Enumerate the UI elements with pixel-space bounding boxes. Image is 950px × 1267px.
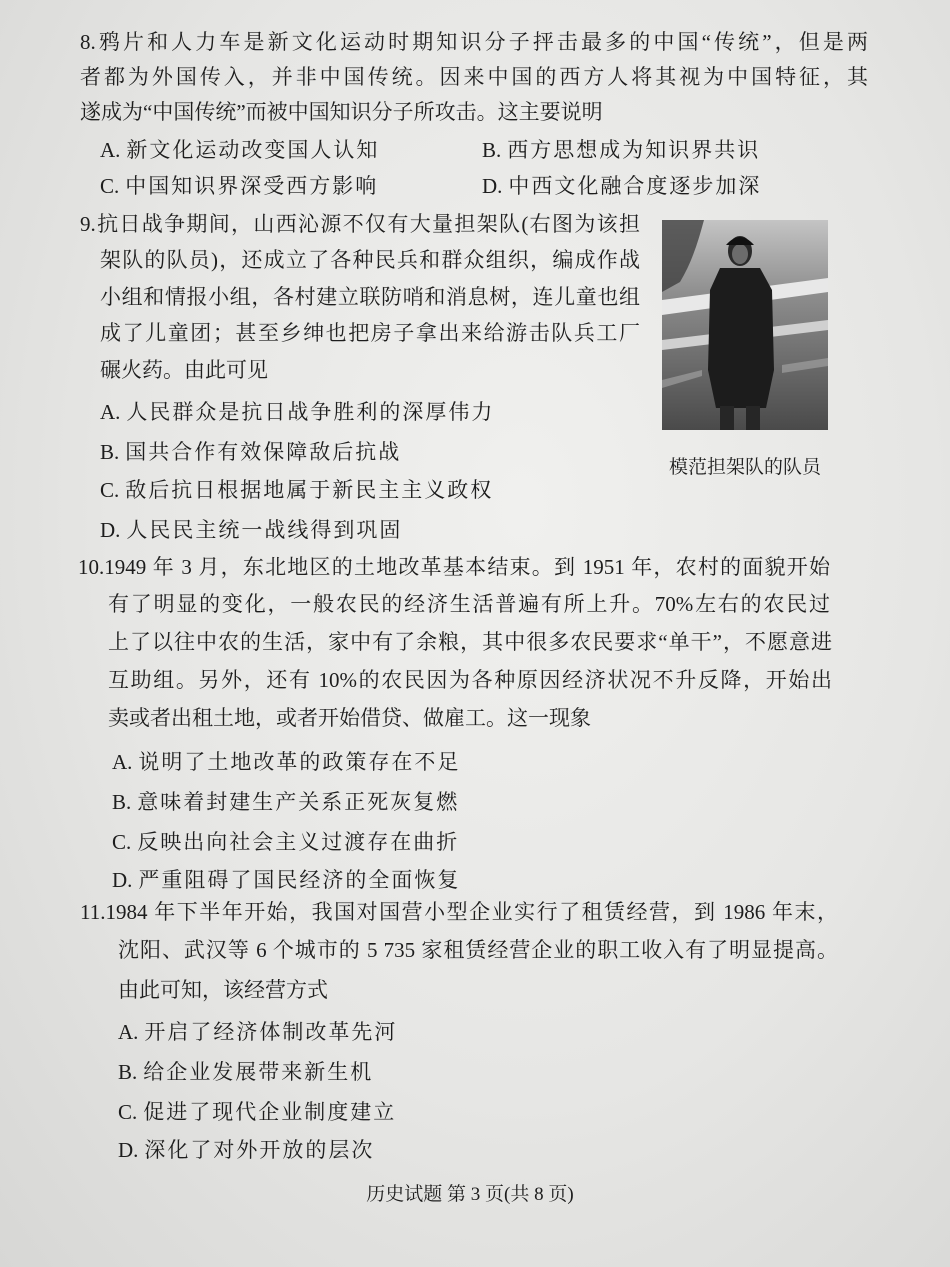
option-label: C. — [100, 478, 120, 502]
question-8-stem-line-3: 遂成为“中国传统”而被中国知识分子所攻击。这主要说明 — [80, 100, 603, 124]
option-label: A. — [100, 138, 121, 162]
question-9-option-d — [100, 515, 402, 545]
option-label: A. — [112, 750, 133, 774]
question-10-stem-line-3: 上了以往中农的生活，家中有了余粮，其中很多农民要求“单干”，不愿意进 — [108, 630, 832, 654]
option-label: A. — [100, 400, 121, 424]
page-footer: 历史试题 第 3 页(共 8 页) — [366, 1184, 574, 1205]
question-11-option-b — [118, 1057, 373, 1087]
question-10-stem-text: 1949 年 3 月，东北地区的土地改革基本结束。到 1951 年，农村的面貌开始 — [104, 555, 830, 579]
question-8-stem-line-2: 者都为外国传入，并非中国传统。因来中国的西方人将其视为中国特征，其 — [80, 65, 868, 89]
question-9-stem-text: 抗日战争期间，山西沁源不仅有大量担架队(右图为该担 — [95, 212, 640, 236]
option-label: D. — [112, 868, 133, 892]
question-10-option-d — [112, 865, 460, 895]
question-10-stem-line-4: 互助组。另外，还有 10%的农民因为各种原因经济状况不升反降，开始出 — [108, 668, 832, 692]
question-8-option-c — [100, 171, 378, 201]
photo-figure-left-leg — [720, 406, 734, 430]
option-label: C. — [112, 830, 132, 854]
question-10-option-a — [112, 747, 460, 777]
question-8-option-a — [100, 135, 379, 165]
option-label: D. — [100, 518, 121, 542]
question-11-stem-line-3: 由此可知，该经营方式 — [118, 978, 328, 1002]
question-9-stem-line-1 — [80, 209, 640, 239]
option-text: 促进了现代企业制度建立 — [143, 1100, 397, 1124]
option-text: 中国知识界深受西方影响 — [125, 174, 379, 198]
option-label: B. — [118, 1060, 138, 1084]
question-9-option-c — [100, 475, 493, 505]
question-11-number: 11. — [80, 900, 106, 924]
option-label: D. — [482, 174, 503, 198]
question-8-option-d — [482, 171, 761, 201]
option-text: 反映出向社会主义过渡存在曲折 — [137, 830, 460, 854]
option-label: C. — [100, 174, 120, 198]
photo-figure-coat — [708, 268, 774, 408]
question-9-number: 9. — [80, 212, 96, 236]
question-8-stem-text: 鸦片和人力车是新文化运动时期知识分子抨击最多的中国“传统”，但是两 — [95, 30, 868, 54]
question-11-stem-text: 1984 年下半年开始，我国对国营小型企业实行了租赁经营，到 1986 年末， — [105, 900, 838, 924]
question-9-option-b — [100, 437, 401, 467]
question-10-option-b — [112, 787, 459, 817]
question-10-number: 10. — [78, 555, 105, 579]
option-label: C. — [118, 1100, 138, 1124]
photo-illustration — [662, 220, 828, 430]
question-8-option-b — [482, 135, 760, 165]
question-11-option-a — [118, 1017, 397, 1047]
option-text: 给企业发展带来新生机 — [143, 1060, 374, 1084]
option-text: 敌后抗日根据地属于新民主主义政权 — [125, 478, 494, 502]
question-11-stem-line-2: 沈阳、武汉等 6 个城市的 5 735 家租赁经营企业的职工收入有了明显提高。 — [118, 938, 838, 962]
question-11-option-d — [118, 1135, 374, 1165]
option-text: 国共合作有效保障敌后抗战 — [125, 440, 402, 464]
option-text: 开启了经济体制改革先河 — [144, 1020, 398, 1044]
option-text: 人民民主统一战线得到巩固 — [126, 518, 403, 542]
option-label: B. — [112, 790, 132, 814]
question-10-stem-line-5: 卖或者出租土地，或者开始借贷、做雇工。这一现象 — [108, 706, 591, 730]
option-text: 人民群众是抗日战争胜利的深厚伟力 — [126, 400, 495, 424]
option-label: B. — [482, 138, 502, 162]
option-text: 说明了土地改革的政策存在不足 — [138, 750, 461, 774]
option-label: B. — [100, 440, 120, 464]
stretcher-team-member-photo — [662, 220, 828, 430]
question-10-stem-line-2: 有了明显的变化，一般农民的经济生活普遍有所上升。70%左右的农民过 — [108, 592, 830, 616]
option-label: D. — [118, 1138, 139, 1162]
photo-caption: 模范担架队的队员 — [668, 457, 821, 478]
photo-figure-right-leg — [746, 406, 760, 430]
question-9-option-a — [100, 397, 494, 427]
question-10-option-c — [112, 827, 459, 857]
question-9-stem-line-4: 成了儿童团；甚至乡绅也把房子拿出来给游击队兵工厂 — [100, 321, 640, 345]
option-text: 中西文化融合度逐步加深 — [508, 174, 762, 198]
option-text: 意味着封建生产关系正死灰复燃 — [137, 790, 460, 814]
question-8-number: 8. — [80, 30, 96, 54]
question-10-stem-line-1 — [78, 552, 830, 582]
option-text: 西方思想成为知识界共识 — [507, 138, 761, 162]
question-9-stem-line-3: 小组和情报小组，各村建立联防哨和消息树，连儿童也组 — [100, 285, 640, 309]
option-text: 新文化运动改变国人认知 — [126, 138, 380, 162]
question-11-option-c — [118, 1097, 396, 1127]
question-8-stem-line-1 — [80, 27, 868, 57]
photo-figure-face — [732, 244, 748, 264]
question-9-stem-line-5: 碾火药。由此可见 — [100, 358, 268, 382]
question-11-stem-line-1 — [80, 897, 838, 927]
option-label: A. — [118, 1020, 139, 1044]
option-text: 严重阻碍了国民经济的全面恢复 — [138, 868, 461, 892]
option-text: 深化了对外开放的层次 — [144, 1138, 375, 1162]
question-9-stem-line-2: 架队的队员)，还成立了各种民兵和群众组织，编成作战 — [100, 248, 640, 272]
